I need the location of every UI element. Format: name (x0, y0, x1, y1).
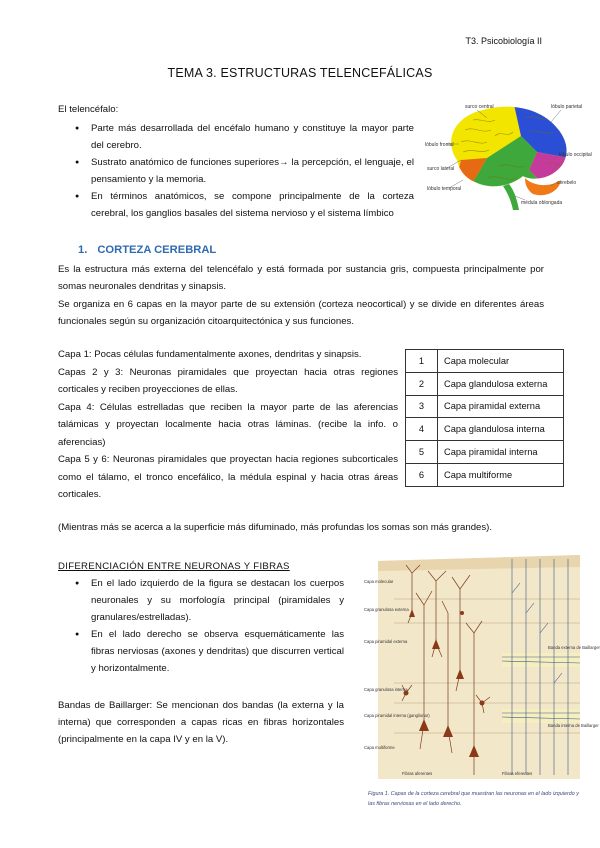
course-header: T3. Psicobiología II (465, 36, 542, 46)
fig-label-layer-4: Capa granulosa interna (364, 687, 408, 692)
label-surco-central: surco central (465, 104, 494, 110)
label-lobulo-parietal: lóbulo parietal (551, 104, 583, 110)
paragraph-2: Se organiza en 6 capas en la mayor parte de su extensión (corteza neocortical) y se divide en diferentes áreas funcionales según su organización citoarquitectónica y sus funciones. (58, 299, 544, 327)
section-title: CORTEZA CEREBRAL (97, 244, 217, 256)
layer-number: 6 (406, 463, 438, 486)
label-surco-lateral: surco lateral (427, 166, 455, 172)
section-number: 1. (78, 244, 88, 256)
layer-name: Capa glandulosa externa (438, 372, 564, 395)
layers-table (405, 349, 564, 487)
layers-description (58, 346, 398, 504)
list-item: ● En el lado izquierdo de la figura se destacan los cuerpos neuronales y su morfología principal (piramidales y granulares/estrelladas). (58, 575, 344, 626)
list-item: ● Sustrato anatómico de funciones superiores→ la percepción, el lenguaje, el pensamiento y la memoria. (58, 154, 414, 188)
layer-desc-1: Capa 1: Pocas células fundamentalmente axones, dendritas y sinapsis. (58, 349, 362, 360)
layer-number: 4 (406, 418, 438, 441)
label-lobulo-occipital: lóbulo occipital (559, 152, 592, 158)
page-title: TEMA 3. ESTRUCTURAS TELENCEFÁLICAS (167, 66, 433, 80)
layer-name: Capa piramidal externa (438, 395, 564, 418)
depth-note: (Mientras más se acerca a la superficie más difuminado, más profundas los somas son más grandes). (58, 522, 493, 533)
baillarger-paragraph: Bandas de Baillarger: Se mencionan dos bandas (la externa y la interna) que corresponden a capas ricas en fibras horizontales (principalmente en la capa IV y en la V). (58, 700, 344, 745)
figure-caption: Figura 1. Capas de la corteza cerebral que muestran las neuronas en el lado izquierdo y las fibras nerviosas en el lado derecho. (368, 791, 579, 807)
layer-number: 3 (406, 395, 438, 418)
fig-label-efferent: Fibras eferentes (502, 771, 533, 776)
layer-name: Capa piramidal interna (438, 441, 564, 464)
label-medula: médula oblongada (521, 200, 563, 206)
layer-desc-3: Capa 4: Células estrelladas que reciben la mayor parte de las aferencias talámicas y proyectan localmente hacia otras láminas. (recibe la info. o aferencias) (58, 401, 398, 448)
layer-name: Capa molecular (438, 350, 564, 373)
fig-label-layer-2: Capa granulosa externa (364, 607, 409, 612)
fig-label-inner-band: Banda interna de Baillarger (548, 723, 599, 728)
table-row (406, 372, 564, 395)
label-cerebelo: cerebelo (557, 180, 577, 186)
fig-label-layer-3: Capa piramidal externa (364, 639, 408, 644)
layer-desc-2: Capas 2 y 3: Neuronas piramidales que proyectan hacia otras regiones corticales y reciben proyecciones de ellas. (58, 366, 398, 395)
fig-label-layer-5: Capa piramidal interna (ganglionar) (364, 713, 430, 718)
brain-shape (425, 100, 583, 212)
intro-label: El telencéfalo: (58, 104, 119, 115)
list-item: ● Parte más desarrollada del encéfalo humano y constituye la mayor parte del cerebro. (58, 120, 414, 154)
table-row (406, 441, 564, 464)
list-item: ● En términos anatómicos, se compone principalmente de la corteza cerebral, los ganglios basales del sistema nervioso y el sistema límbico (58, 188, 414, 222)
layer-number: 2 (406, 372, 438, 395)
list-item: ● En el lado derecho se observa esquemáticamente las fibras nerviosas (axones y dendritas) que discurren vertical y horizontalmente. (58, 626, 344, 677)
layer-number: 5 (406, 441, 438, 464)
table-row (406, 350, 564, 373)
layer-desc-4: Capa 5 y 6: Neuronas piramidales que proyectan hacia regiones subcorticales como el tálamo, el tronco encefálico, la médula espinal y hacia otras áreas corticales. (58, 454, 398, 500)
fig-label-outer-band: Banda externa de Baillarger (548, 645, 600, 650)
brain-lobes-figure (425, 100, 592, 212)
layer-name: Capa glandulosa interna (438, 418, 564, 441)
label-lobulo-temporal: lóbulo temporal (427, 186, 462, 192)
cerebellum-shape (525, 178, 561, 195)
medulla-shape (503, 184, 519, 210)
layer-number: 1 (406, 350, 438, 373)
layer-name: Capa multiforme (438, 463, 564, 486)
table-row (406, 463, 564, 486)
fig-label-afferent: Fibras aferentes (402, 771, 433, 776)
table-row (406, 395, 564, 418)
subsection-title: DIFERENCIACIÓN ENTRE NEURONAS Y FIBRAS (58, 561, 290, 572)
intro-bullet-list (58, 120, 414, 222)
diff-bullet-list (58, 575, 344, 677)
label-lobulo-frontal: lóbulo frontal (425, 142, 454, 148)
paragraph-1: Es la estructura más externa del telencéfalo y está formada por sustancia gris, compuesta principalmente por somas neuronales dendritas y sinapsis. (58, 264, 544, 292)
section-heading (78, 244, 216, 256)
table-row (406, 418, 564, 441)
cortex-layers-figure (362, 553, 600, 779)
fig-label-layer-1: Capa molecular (364, 579, 394, 584)
fig-label-layer-6: Capa multiforme (364, 745, 395, 750)
